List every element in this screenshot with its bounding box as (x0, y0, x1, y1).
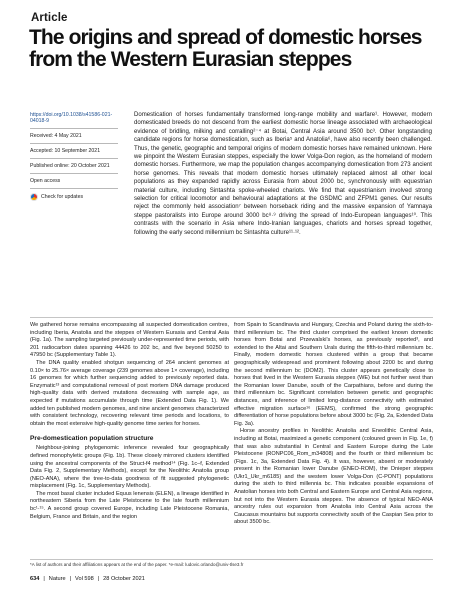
volume-label: Vol 598 (75, 576, 94, 582)
check-updates-label: Check for updates (41, 194, 84, 200)
published-date: Published online: 20 October 2021 (30, 158, 118, 173)
check-updates-icon (30, 193, 38, 201)
page-number: 634 (30, 576, 40, 582)
body-paragraph: We gathered horse remains encompassing all suspected domestication centres, including Iberia, Anatolia and the steppes of Western Eurasia and Central Asia (Fig. 1a). The sampling targeted previously under-represented time periods, with 201 radiocarbon dates spanning 44426 to 202 bc, and five beyond 50250 to 47950 bc (Supplementary Table 1). (30, 322, 229, 359)
page-footer (30, 576, 145, 582)
body-column-left (30, 322, 229, 521)
abstract-divider (30, 317, 433, 318)
body-paragraph: The most basal cluster included Equus lenensis (ELEN), a lineage identified in northeastern Siberia from the Late Pleistocene to the late fourth millennium bc¹·¹⁵. A second group covered Europe, including Late Pleistocene Romania, Belgium, France and Britain, and the region (30, 490, 229, 520)
open-access-label: Open access (30, 173, 118, 188)
check-updates-button[interactable] (30, 188, 118, 205)
footer-separator: | (43, 576, 45, 582)
journal-name: Nature (48, 576, 66, 582)
body-column-right (234, 322, 433, 527)
body-paragraph: Horse ancestry profiles in Neolithic Anatolia and Eneolithic Central Asia, including at Botai, maximized a genetic component (coloured green in Fig. 1e, f) that was also substantial in Central and Eastern Europe during the Late Pleistocene (RONPC06_Rom_m34808) and the fourth or third millennium bc (Figs. 1c, 3a, Extended Data Fig. 4). It was, however, absent or moderately present in the Romanian lower Danube (ENEO-ROM), the Dnieper steppes (Ukr1_Ukr_m6185) and the western lower Volga-Don (C-PONT) populations during the sixth to third millennia bc. This indicates possible expansions of Anatolian horses into both Central and Eastern Europe and Central Asia regions, but not into the Western Eurasia steppes. The absence of typical NEO-ANA ancestry rules out expansion from Anatolia into Central Asia across the Caucasus mountains but supports connectivity south of the Caspian Sea prior to about 3500 bc. (234, 428, 433, 526)
footer-separator: | (69, 576, 72, 582)
article-title: The origins and spread of domestic horses from the Western Eurasian steppes (29, 26, 422, 71)
section-label: Article (31, 12, 68, 24)
author-footnote: *A list of authors and their affiliations appears at the end of the paper. *e-mail: ludovic.orlando@univ-tlse3.fr (30, 559, 433, 567)
received-date: Received: 4 May 2021 (30, 128, 118, 143)
abstract: Domestication of horses fundamentally transformed long-range mobility and warfare¹. However, modern domesticated breeds do not descend from the earliest domestic horse lineage associated with archaeological evidence of bridling, milking and corralling²⁻⁴ at Botai, Central Asia around 3500 bc³. Other longstanding candidate regions for horse domestication, such as Iberia⁵ and Anatolia⁶, have also recently been challenged. Thus, the genetic, geographic and temporal origins of modern domestic horses have remained unknown. Here we pinpoint the Western Eurasian steppes, especially the lower Volga-Don region, as the homeland of modern domestic horses. Furthermore, we map the population changes accompanying domestication from 273 ancient horse genomes. This reveals that modern domestic horses ultimately replaced almost all other local populations as they expanded rapidly across Eurasia from about 2000 bc, synchronously with equestrian material culture, including Sintashta spoke-wheeled chariots. We find that equestrianism involved strong selection for critical locomotor and behavioural adaptations at the GSDMC and ZFPM1 genes. Our results reject the commonly held association⁷ between horseback riding and the massive expansion of Yamnaya steppe pastoralists into Europe around 3000 bc⁸·⁹ driving the spread of Indo-European languages¹⁰. This contrasts with the scenario in Asia where Indo-Iranian languages, chariots and horses spread together, following the early second millennium bc Sintashta culture¹¹·¹². (134, 112, 432, 236)
doi-link[interactable]: https://doi.org/10.1038/s41586-021-04018-9 (30, 112, 113, 124)
footer-separator: | (97, 576, 100, 582)
section-heading: Pre-domestication population structure (30, 435, 154, 443)
body-paragraph: The DNA quality enabled shotgun sequencing of 264 ancient genomes at 0.10× to 25.76× average coverage (239 genomes above 1× coverage), including 16 genomes for which further sequencing added to previously reported data. Enzymatic¹³ and computational removal of post mortem DNA damage produced high-quality data with derived mutations decreasing with sample age, as expected if mutations accumulate through time (Extended Data Fig. 1). We added ten published modern genomes, and nine ancient genomes characterized with consistent technology, recovering relevant time periods and locations, to obtain the most extensive high-quality genome time series for horses. (30, 359, 229, 427)
article-metadata (30, 112, 118, 205)
body-paragraph: from Spain to Scandinavia and Hungary, Czechia and Poland during the sixth-to-third millennium bc. The third cluster comprised the earliest known domestic horses from Botai and Przewalski's horses, as previously reported³, and extended to the Altai and Southern Urals during the fifth-to-third millennium bc. Finally, modern domestic horses clustered within a group that became geographically widespread and prominent following about 2200 bc and during the second millennium bc (DOM2). This cluster appears genetically close to horses that lived in the Western Eurasia steppes (WE) but not further west than the Romanian lower Danube, south of the Carpathians, before and during the third millennium bc. Significant correlation between genetic and geographic distances, and inference of limited long-distance connectivity with estimated effective migration surface¹⁶ (EEMS), confirmed the strong geographic differentiation of horse populations before about 3000 bc (Fig. 2a, Extended Data Fig. 3a). (234, 322, 433, 427)
issue-date: 28 October 2021 (103, 576, 145, 582)
accepted-date: Accepted: 10 September 2021 (30, 143, 118, 158)
body-paragraph: Neighbour-joining phylogenomic inference revealed four geographically defined monophyletic groups (Fig. 1b). These closely mirrored clusters identified using the ancestral components of the Struct-f4 method¹⁴ (Fig. 1c–f, Extended Data Fig. 2, Supplementary Methods), except for the Neolithic Anatolia group (NEO-ANA), where the tree-to-data goodness of fit suggested phylogenetic misplacement (Fig. 1c, Supplementary Methods). (30, 445, 229, 490)
